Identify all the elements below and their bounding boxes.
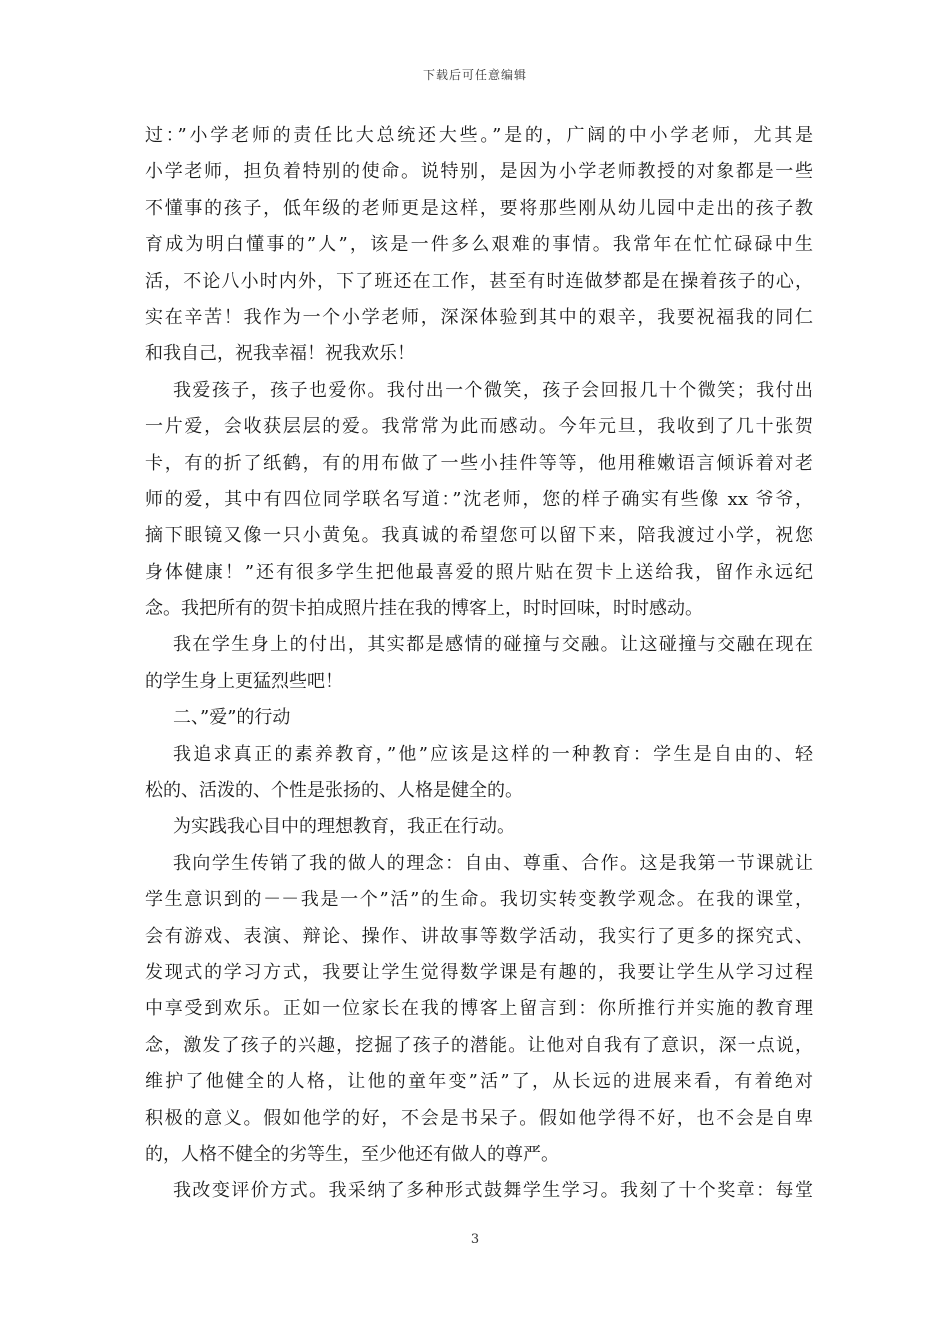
text-line: 的学生身上更猛烈些吧！ — [145, 670, 343, 692]
text-line: 积极的意义。假如他学的好，不会是书呆子。假如他学得不好，也不会是自卑 — [145, 1107, 813, 1129]
text-line: 念。我把所有的贺卡拍成照片挂在我的博客上，时时回味，时时感动。 — [145, 598, 703, 620]
text-line: 二、”爱”的行动 — [173, 707, 291, 729]
text-line: 我在学生身上的付出，其实都是感情的碰撞与交融。让这碰撞与交融在现在 — [173, 634, 813, 656]
text-line: 不懂事的孩子，低年级的老师更是这样，要将那些刚从幼儿园中走出的孩子教 — [145, 197, 813, 219]
text-line: 活，不论八小时内外，下了班还在工作，甚至有时连做梦都是在操着孩子的心， — [145, 270, 813, 292]
text-line: 和我自己，祝我幸福！祝我欢乐！ — [145, 343, 415, 365]
text-line: 身体健康！”还有很多学生把他最喜爱的照片贴在贺卡上送给我，留作永远纪 — [145, 561, 813, 583]
text-line: 我追求真正的素养教育，”他”应该是这样的一种教育：学生是自由的、轻 — [173, 743, 813, 765]
text-line: 我向学生传销了我的做人的理念：自由、尊重、合作。这是我第一节课就让 — [173, 852, 813, 874]
text-line: 中享受到欢乐。正如一位家长在我的博客上留言到：你所推行并实施的教育理 — [145, 998, 813, 1020]
text-line: 卡，有的折了纸鹤，有的用布做了一些小挂件等等，他用稚嫩语言倾诉着对老 — [145, 452, 813, 474]
text-line: 学生意识到的－－我是一个”活”的生命。我切实转变教学观念。在我的课堂， — [145, 889, 813, 911]
text-line: 为实践我心目中的理想教育，我正在行动。 — [173, 816, 515, 838]
text-line: 过：”小学老师的责任比大总统还大些。”是的，广阔的中小学老师，尤其是 — [145, 125, 813, 146]
text-line: 一片爱，会收获层层的爱。我常常为此而感动。今年元旦，我收到了几十张贺 — [145, 416, 813, 438]
text-line: 我爱孩子，孩子也爱你。我付出一个微笑，孩子会回报几十个微笑；我付出 — [173, 379, 813, 401]
document-body — [145, 118, 813, 1210]
text-line: 摘下眼镜又像一只小黄兔。我真诚的希望您可以留下来，陪我渡过小学，祝您 — [145, 525, 813, 547]
text-line: 我改变评价方式。我采纳了多种形式鼓舞学生学习。我刻了十个奖章：每堂 — [173, 1180, 813, 1202]
text-line: 会有游戏、表演、辩论、操作、讲故事等数学活动，我实行了更多的探究式、 — [145, 925, 813, 947]
text-line: 实在辛苦！我作为一个小学老师，深深体验到其中的艰辛，我要祝福我的同仁 — [145, 306, 813, 328]
page-header: 下载后可任意编辑 — [422, 68, 527, 82]
text-line: 发现式的学习方式，我要让学生觉得数学课是有趣的，我要让学生从学习过程 — [145, 961, 813, 983]
text-line: 松的、活泼的、个性是张扬的、人格是健全的。 — [145, 780, 523, 802]
text-line: 维护了他健全的人格，让他的童年变”活”了，从长远的进展来看，有着绝对 — [145, 1071, 813, 1093]
text-line: 师的爱，其中有四位同学联名写道：”沈老师，您的样子确实有些像 xx 爷爷， — [145, 488, 813, 510]
text-line: 的，人格不健全的劣等生，至少他还有做人的尊严。 — [145, 1143, 559, 1165]
text-line: 小学老师，担负着特别的使命。说特别，是因为小学老师教授的对象都是一些 — [145, 161, 813, 183]
text-line: 念，激发了孩子的兴趣，挖掘了孩子的潜能。让他对自我有了意识，深一点说， — [145, 1034, 813, 1056]
text-line: 育成为明白懂事的”人”，该是一件多么艰难的事情。我常年在忙忙碌碌中生 — [145, 234, 813, 256]
page-number: 3 — [470, 1232, 480, 1247]
